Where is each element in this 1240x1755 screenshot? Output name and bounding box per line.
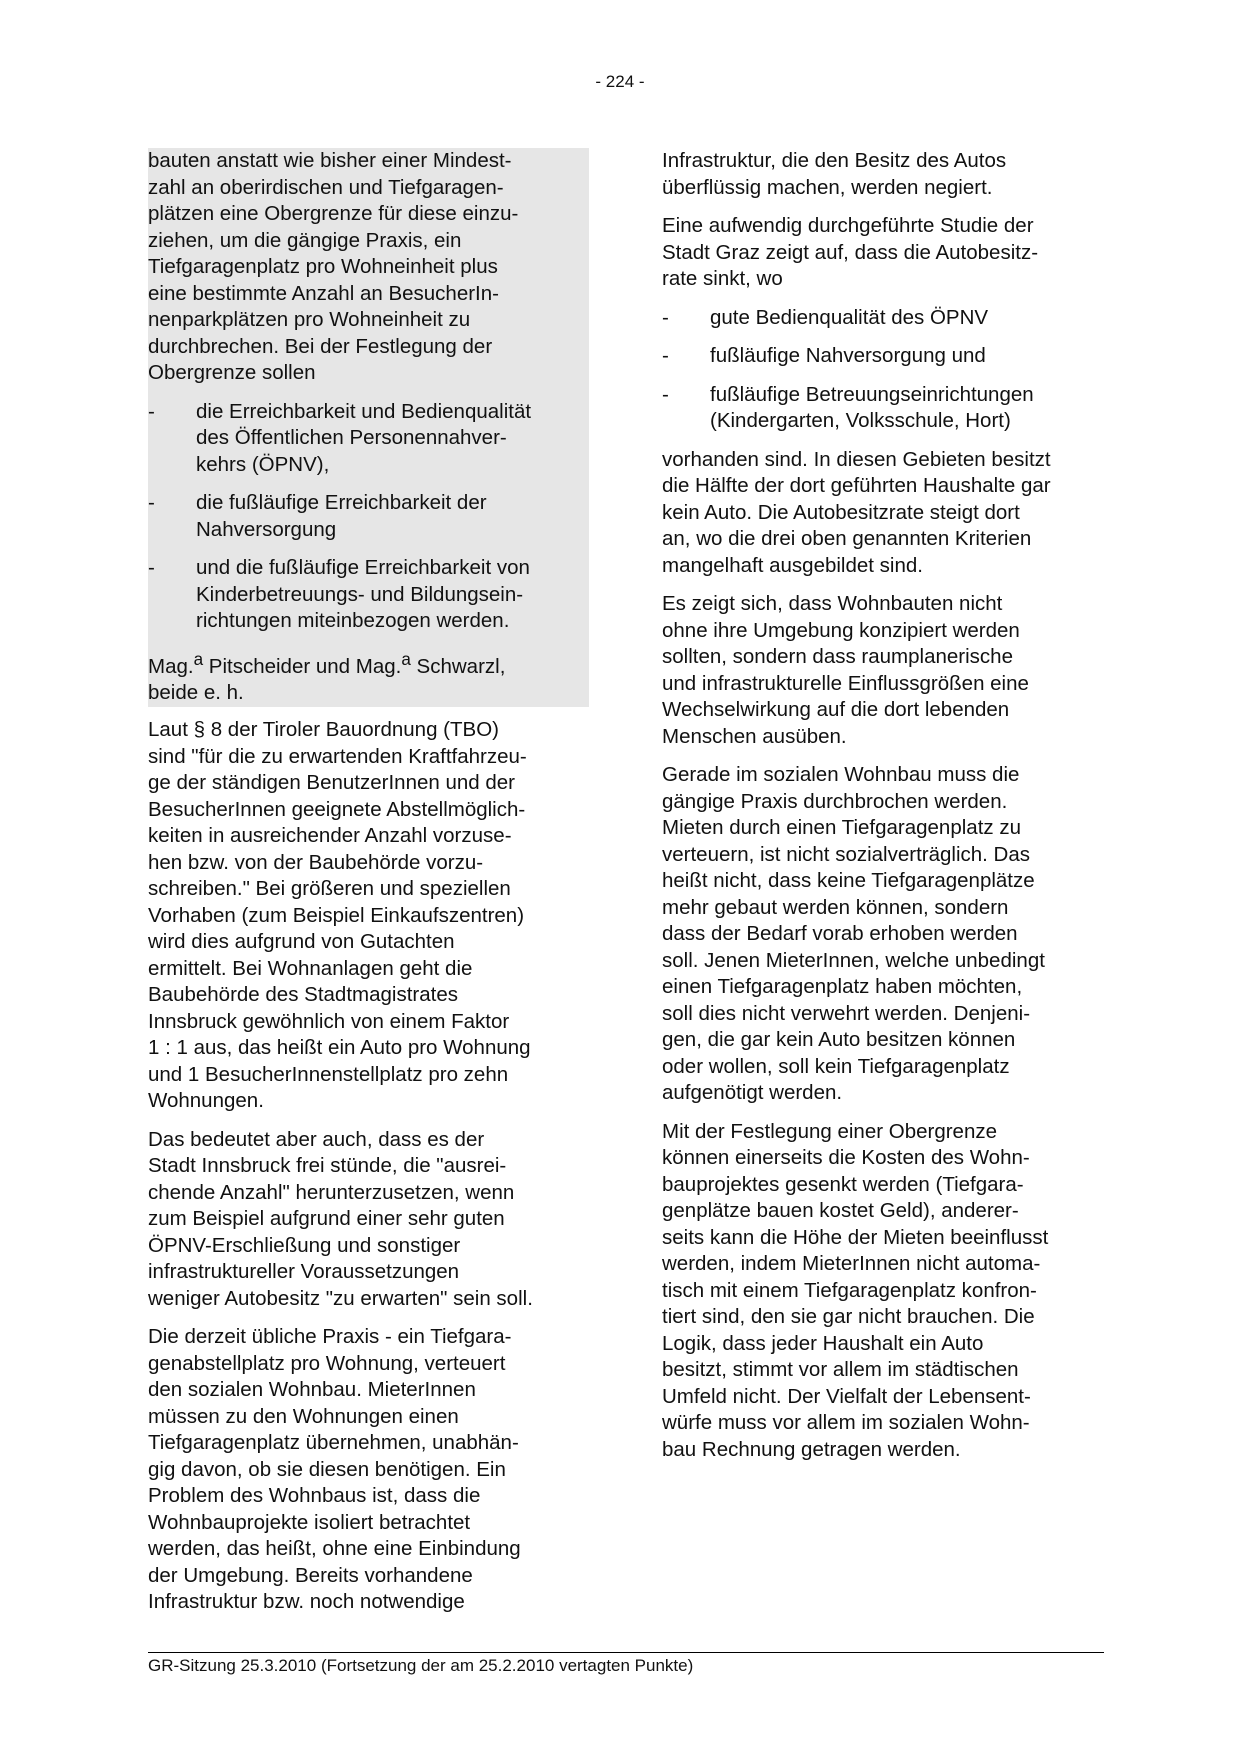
list-item xyxy=(662,382,1102,435)
signature-part: Pitscheider und Mag. xyxy=(203,654,402,678)
list-item-text: die fußläufige Erreichbarkeit der Nahversorgung xyxy=(196,491,487,541)
list-item-text: und die fußläufige Erreichbarkeit von Kinderbetreuungs- und Bildungsein- richtungen miteinbezogen werden. xyxy=(196,556,530,632)
footer-divider xyxy=(148,1652,1104,1653)
paragraph: Es zeigt sich, dass Wohnbauten nicht ohne ihre Umgebung konzipiert werden sollten, sondern dass raumplanerische und infrastrukturelle Einflussgrößen eine Wechselwirkung auf die dort lebenden Menschen ausüben. xyxy=(662,592,1029,748)
list-dash: - xyxy=(662,382,669,406)
list-dash: - xyxy=(662,305,669,329)
list-item xyxy=(148,399,589,479)
list-item xyxy=(148,555,589,635)
paragraph: Das bedeutet aber auch, dass es der Stadt Innsbruck frei stünde, die "ausrei- chende Anzahl" herunterzusetzen, wenn zum Beispiel aufgrund einer sehr guten ÖPNV-Erschließung und sonstiger infrastruktureller Voraussetzungen weniger Autobesitz "zu erwarten" sein soll. xyxy=(148,1127,533,1310)
paragraph: vorhanden sind. In diesen Gebieten besitzt die Hälfte der dort geführten Haushalte gar kein Auto. Die Autobesitzrate steigt dort an, wo die drei oben genannten Kriterien mangelhaft ausgebildet sind. xyxy=(662,447,1051,577)
page-footer: GR-Sitzung 25.3.2010 (Fortsetzung der am 25.2.2010 vertagten Punkte) xyxy=(148,1656,694,1675)
list-item xyxy=(662,343,1102,370)
motion-signature xyxy=(148,647,589,707)
list-item-text: fußläufige Betreuungseinrichtungen (Kindergarten, Volksschule, Hort) xyxy=(710,382,1034,432)
signature-sup: a xyxy=(193,649,204,669)
list-dash: - xyxy=(148,556,155,579)
motion-list xyxy=(148,399,589,635)
signature-part: Mag. xyxy=(148,654,194,678)
motion-box xyxy=(148,148,589,707)
list-item-text: fußläufige Nahversorgung und xyxy=(710,344,986,367)
right-column xyxy=(662,148,1102,1475)
list-item-text: gute Bedienqualität des ÖPNV xyxy=(710,305,989,329)
list-item-text: die Erreichbarkeit und Bedienqualität des Öffentlichen Personennahver- kehrs (ÖPNV), xyxy=(196,399,532,476)
paragraph: Mit der Festlegung einer Obergrenze können einerseits die Kosten des Wohn- bauprojektes gesenkt werden (Tiefgara- genplätze bauen kostet Geld), anderer- seits kann die Höhe der Mieten beeinflusst werden, indem MieterInnen nicht automa- tisch mit einem Tiefgaragenplatz konfron- tiert sind, den sie gar nicht brauchen. Die Logik, dass jeder Haushalt ein Auto besitzt, stimmt vor allem im städtischen Umfeld nicht. Der Vielfalt der Lebensent- würfe muss vor allem im sozialen Wohn- bau Rechnung getragen werden. xyxy=(662,1119,1049,1461)
paragraph: Eine aufwendig durchgeführte Studie der Stadt Graz zeigt auf, dass die Autobesitz- rate sinkt, wo xyxy=(662,214,1039,290)
list-item xyxy=(148,490,589,543)
paragraph: Laut § 8 der Tiroler Bauordnung (TBO) sind "für die zu erwartenden Kraftfahrzeu- ge der ständigen BenutzerInnen und der BesucherInnen geeignete Abstellmöglich- keiten in ausreichender Anzahl vorzuse- hen bzw. von der Baubehörde vorzu- schreiben." Bei größeren und speziellen Vorhaben (zum Beispiel Einkaufszentren) wird dies aufgrund von Gutachten ermittelt. Bei Wohnanlagen geht die Baubehörde des Stadtmagistrates Innsbruck gewöhnlich von einem Faktor 1 : 1 aus, das heißt ein Auto pro Wohnung und 1 BesucherInnenstellplatz pro zehn Wohnungen. xyxy=(148,718,531,1113)
signature-sup: a xyxy=(401,649,411,669)
signature-part: Schwarzl, beide e. h. xyxy=(148,654,506,704)
criteria-list xyxy=(662,305,1102,435)
paragraph: Gerade im sozialen Wohnbau muss die gängige Praxis durchbrochen werden. Mieten durch einen Tiefgaragenplatz zu verteuern, ist nicht sozialverträglich. Das heißt nicht, dass keine Tiefgaragenplätze mehr gebaut werden können, sondern dass der Bedarf vorab erhoben werden soll. Jenen MieterInnen, welche unbedingt einen Tiefgaragenplatz haben möchten, soll dies nicht verwehrt werden. Denjeni- gen, die gar kein Auto besitzen können oder wollen, soll kein Tiefgaragenplatz aufgenötigt werden. xyxy=(662,763,1045,1104)
list-item xyxy=(662,305,1102,332)
list-dash: - xyxy=(148,399,155,423)
left-column xyxy=(148,148,589,1628)
page-number: - 224 - xyxy=(595,72,645,91)
paragraph: Infrastruktur, die den Besitz des Autos überflüssig machen, werden negiert. xyxy=(662,149,1007,199)
motion-intro: bauten anstatt wie bisher einer Mindest- zahl an oberirdischen und Tiefgaragen- plätzen eine Obergrenze für diese einzu- ziehen, um die gängige Praxis, ein Tiefgaragenplatz pro Wohneinheit plus eine bestimmte Anzahl an BesucherIn- nenparkplätzen pro Wohneinheit zu durchbrechen. Bei der Festlegung der Obergrenze sollen xyxy=(148,149,519,384)
list-dash: - xyxy=(148,491,155,514)
list-dash: - xyxy=(662,344,669,367)
paragraph: Die derzeit übliche Praxis - ein Tiefgara- genabstellplatz pro Wohnung, verteuert den sozialen Wohnbau. MieterInnen müssen zu den Wohnungen einen Tiefgaragenplatz übernehmen, unabhän- gig davon, ob sie diesen benötigen. Ein Problem des Wohnbaus ist, dass die Wohnbauprojekte isoliert betrachtet werden, das heißt, ohne eine Einbindung der Umgebung. Bereits vorhandene Infrastruktur bzw. noch notwendige xyxy=(148,1325,521,1614)
